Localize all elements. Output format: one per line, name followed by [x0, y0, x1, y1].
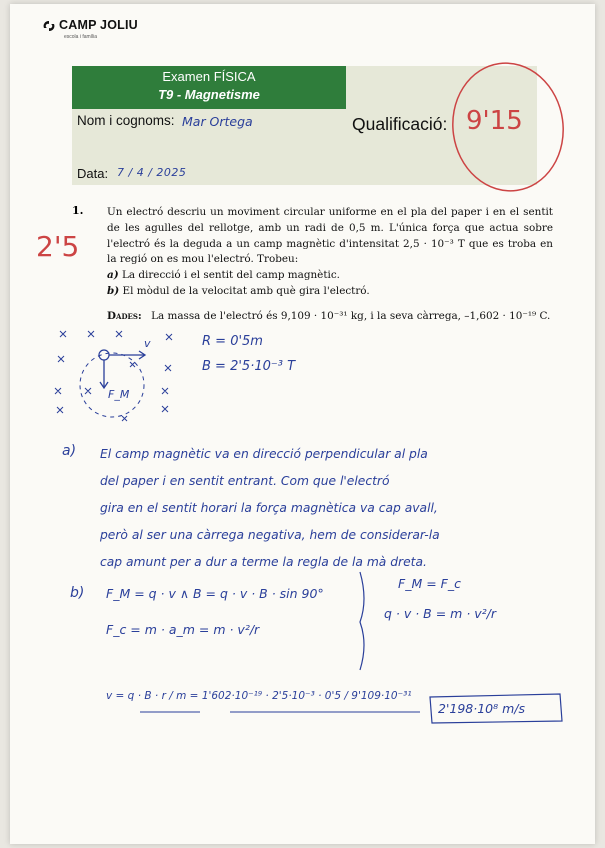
answer-b-fc: F_c = m · a_m = m · v²/r — [106, 622, 260, 637]
answer-b-fm: F_M = q · v ∧ B = q · v · B · sin 90° — [106, 586, 324, 601]
b-equation-brace — [360, 572, 364, 670]
given-field: B = 2'5·10⁻³ T — [202, 359, 296, 374]
grade-circle — [445, 56, 572, 198]
name-label: Nom i cognoms: — [77, 113, 175, 128]
answer-b-result: 2'198·10⁸ m/s — [438, 701, 526, 716]
answer-a-line: cap amunt per a dur a terme la regla de la mà dreta. — [100, 555, 427, 569]
field-into-page-crosses — [55, 331, 172, 421]
answer-a — [100, 441, 570, 576]
exam-title: Examen FÍSICA — [162, 69, 256, 84]
given-radius: R = 0'5m — [202, 334, 263, 349]
answer-a-line: però al ser una càrrega negativa, hem de considerar-la — [100, 528, 440, 542]
answer-a-label: a) — [62, 443, 77, 459]
grade-label: Qualificació: — [352, 114, 448, 134]
student-name: Mar Ortega — [182, 114, 253, 129]
part-a-text: La direcció i el sentit del camp magnètic. — [121, 269, 340, 282]
velocity-arrow — [109, 351, 145, 359]
data-label: Dades: — [107, 310, 142, 322]
answer-b-label: b) — [70, 585, 85, 601]
answer-b-velocity: v = q · B · r / m = 1'602·10⁻¹⁹ · 2'5·10⁻³ · 0'5 / 9'109·10⁻³¹ — [106, 690, 412, 702]
exam-unit: T9 - Magnetisme — [158, 87, 260, 102]
school-tagline: escola i família — [64, 34, 98, 40]
question-number: 1. — [72, 204, 84, 217]
part-b-label: b) — [107, 284, 120, 297]
answer-a-line: gira en el sentit horari la força magnètica va cap avall, — [100, 501, 438, 515]
date-label: Data: — [77, 166, 109, 181]
grade-value: 9'15 — [466, 106, 523, 136]
force-arrow — [100, 360, 108, 388]
data-text: La massa de l'electró és 9,109 · 10⁻³¹ kg, i la seva càrrega, –1,602 · 10⁻¹⁹ C. — [151, 310, 551, 322]
answer-b-equality: F_M = F_c — [398, 576, 461, 591]
part-a-label: a) — [107, 269, 119, 282]
diagram-velocity-label: v — [144, 337, 151, 350]
answer-a-line: El camp magnètic va en direcció perpendicular al pla — [100, 447, 428, 461]
part-b-text: El mòdul de la velocitat amb què gira l'electró. — [122, 284, 370, 297]
statement-text: Un electró descriu un moviment circular uniforme en el pla del paper i en el sentit de les agulles del rellotge, amb un radi de 0,5 m. L'única força que actua sobre l'electró és la deguda a un camp magnètic d'intensitat 2,5 · 10⁻³ T que es troba en la regió on es mou l'electró. Trobeu: — [107, 206, 553, 266]
answer-b-substitution: q · v · B = m · v²/r — [384, 606, 497, 621]
exam-date: 7 / 4 / 2025 — [117, 166, 187, 179]
answer-a-line: del paper i en sentit entrant. Com que l'electró — [100, 474, 390, 488]
school-name: CAMP JOLIU — [59, 18, 138, 32]
diagram-force-label: F_M — [108, 388, 130, 401]
question-points: 2'5 — [36, 230, 80, 263]
